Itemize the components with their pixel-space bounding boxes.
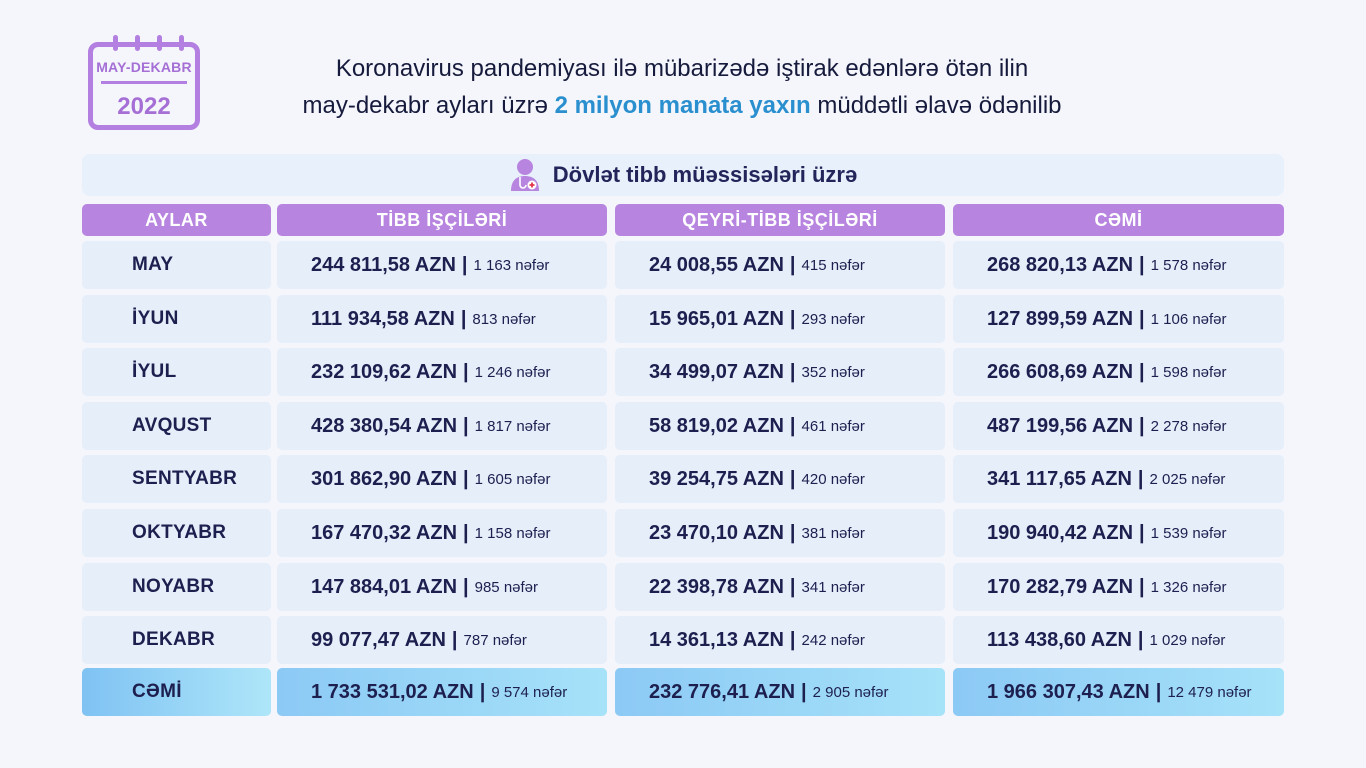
people-count: 1 106 nəfər [1150,310,1227,328]
people-count: 461 nəfər [801,417,865,435]
amount: 232 109,62 AZN [311,360,458,383]
nonmed-cell [615,616,945,664]
calendar-icon [88,42,200,130]
amount: 1 733 531,02 AZN [311,680,474,703]
nonmed-cell [615,241,945,289]
doctor-icon [509,158,541,192]
amount: 190 940,42 AZN [987,521,1134,544]
month-cell: İYUL [82,348,271,396]
med-cell [277,241,607,289]
med-cell [277,402,607,450]
amount: 244 811,58 AZN [311,253,456,276]
total-cell [953,402,1284,450]
amount: 127 899,59 AZN [987,307,1134,330]
month-cell: NOYABR [82,563,271,611]
total-cell [953,455,1284,503]
calendar-ring [135,35,140,51]
people-count: 813 nəfər [472,310,536,328]
calendar-ring [113,35,118,51]
separator: | [463,521,469,544]
separator: | [1139,521,1145,544]
separator: | [1139,575,1145,598]
separator: | [1139,360,1145,383]
people-count: 1 246 nəfər [474,363,551,381]
amount: 14 361,13 AZN [649,628,784,651]
calendar-ring [179,35,184,51]
total-cell [953,509,1284,557]
med-cell [277,616,607,664]
people-count: 242 nəfər [801,631,865,649]
amount: 15 965,01 AZN [649,307,784,330]
title-highlight: 2 milyon manata yaxın [554,92,811,119]
people-count: 381 nəfər [801,524,865,542]
nonmed-cell [615,563,945,611]
separator: | [1137,628,1144,651]
people-count: 2 278 nəfər [1150,417,1227,435]
month-cell-total-row: CƏMİ [82,668,271,716]
people-count: 1 539 nəfər [1150,524,1227,542]
amount: 22 398,78 AZN [649,575,784,598]
amount: 301 862,90 AZN [311,467,458,490]
total-cell [953,563,1284,611]
separator: | [789,253,796,276]
separator: | [1139,414,1145,437]
title-line-2-post: müddətli əlavə ödənilib [810,92,1062,119]
amount: 24 008,55 AZN [649,253,784,276]
separator: | [1137,467,1144,490]
people-count: 2 025 nəfər [1149,470,1226,488]
separator: | [463,360,469,383]
people-count: 1 163 nəfər [473,256,550,274]
amount: 99 077,47 AZN [311,628,446,651]
people-count: 293 nəfər [801,310,865,328]
month-cell: DEKABR [82,616,271,664]
med-cell [277,455,607,503]
month-cell: MAY [82,241,271,289]
separator: | [1139,253,1145,276]
med-cell [277,295,607,343]
total-cell-total-row [953,668,1284,716]
amount: 147 884,01 AZN [311,575,458,598]
title-line-2-pre: may-dekabr ayları üzrə [302,92,555,119]
amount: 111 934,58 AZN [311,307,455,330]
title-line-1: Koronavirus pandemiyası ilə mübarizədə iştirak edənlərə ötən ilin [335,55,1029,82]
calendar-period: MAY-DEKABR [96,59,192,75]
nonmed-cell [615,402,945,450]
amount: 58 819,02 AZN [649,414,784,437]
amount: 167 470,32 AZN [311,521,458,544]
amount: 487 199,56 AZN [987,414,1134,437]
amount: 1 966 307,43 AZN [987,680,1150,703]
separator: | [451,628,458,651]
page-title [230,50,1134,124]
separator: | [461,253,468,276]
amount: 170 282,79 AZN [987,575,1134,598]
separator: | [479,680,486,703]
nonmed-cell-total-row [615,668,945,716]
people-count: 12 479 nəfər [1167,683,1252,701]
calendar-year: 2022 [117,93,171,120]
separator: | [789,467,796,490]
separator: | [463,575,469,598]
separator: | [1139,307,1145,330]
calendar-ring [157,35,162,51]
amount: 113 438,60 AZN [987,628,1132,651]
people-count: 415 nəfər [801,256,865,274]
med-cell-total-row [277,668,607,716]
amount: 39 254,75 AZN [649,467,784,490]
amount: 34 499,07 AZN [649,360,784,383]
separator: | [460,307,467,330]
people-count: 9 574 nəfər [491,683,568,701]
people-count: 1 598 nəfər [1150,363,1227,381]
section-banner [82,154,1284,196]
people-count: 1 326 nəfər [1150,578,1227,596]
header-medical-staff: TİBB İŞÇİLƏRİ [277,204,607,236]
month-cell: AVQUST [82,402,271,450]
people-count: 1 605 nəfər [474,470,551,488]
month-cell: SENTYABR [82,455,271,503]
separator: | [789,575,796,598]
people-count: 1 029 nəfər [1149,631,1226,649]
people-count: 1 158 nəfər [474,524,551,542]
banner-title: Dövlət tibb müəssisələri üzrə [552,162,858,187]
med-cell [277,348,607,396]
nonmed-cell [615,295,945,343]
amount: 232 776,41 AZN [649,680,796,703]
amount: 341 117,65 AZN [987,467,1132,490]
separator: | [463,467,469,490]
total-cell [953,348,1284,396]
separator: | [789,414,796,437]
people-count: 420 nəfər [801,470,865,488]
calendar-divider [101,81,187,84]
separator: | [789,307,796,330]
amount: 23 470,10 AZN [649,521,784,544]
people-count: 1 817 nəfər [474,417,551,435]
title-line-2 [230,87,1134,124]
total-cell [953,241,1284,289]
people-count: 341 nəfər [801,578,865,596]
separator: | [789,360,796,383]
separator: | [789,628,796,651]
nonmed-cell [615,509,945,557]
people-count: 1 578 nəfər [1150,256,1227,274]
header-months: AYLAR [82,204,271,236]
month-cell: OKTYABR [82,509,271,557]
people-count: 2 905 nəfər [812,683,889,701]
people-count: 352 nəfər [801,363,865,381]
med-cell [277,563,607,611]
total-cell [953,295,1284,343]
separator: | [789,521,796,544]
total-cell [953,616,1284,664]
separator: | [463,414,469,437]
nonmed-cell [615,348,945,396]
med-cell [277,509,607,557]
month-cell: İYUN [82,295,271,343]
amount: 268 820,13 AZN [987,253,1134,276]
separator: | [801,680,807,703]
people-count: 985 nəfər [474,578,539,596]
header-total: CƏMİ [953,204,1284,236]
header-non-medical-staff: QEYRİ-TİBB İŞÇİLƏRİ [615,204,945,236]
separator: | [1155,680,1162,703]
amount: 266 608,69 AZN [987,360,1134,383]
amount: 428 380,54 AZN [311,414,458,437]
nonmed-cell [615,455,945,503]
people-count: 787 nəfər [463,631,527,649]
